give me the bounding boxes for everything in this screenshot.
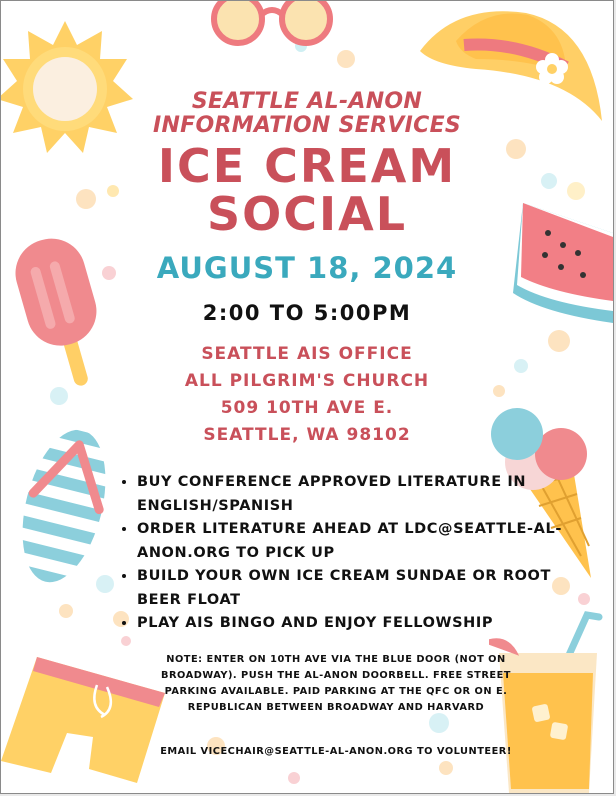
event-time: 2:00 TO 5:00PM: [202, 301, 412, 325]
parking-note: NOTE: ENTER ON 10TH AVE VIA THE BLUE DOOR (NOT ON BROADWAY). PUSH THE AL-ANON DOORBELL. FREE STREET PARKING AVAILABLE. PAID PARKING AT THE QFC OR ON E. REPUBLICAN BETWEEN BROADWAY AND HARVARD: [161, 654, 511, 713]
list-item: • PLAY AIS BINGO AND ENJOY FELLOWSHIP: [137, 612, 577, 636]
org-name-line2: INFORMATION SERVICES: [152, 113, 462, 138]
swim-shorts-icon: [0, 653, 167, 783]
event-title-line1: ICE CREAM: [157, 139, 457, 193]
org-name-line1: SEATTLE AL-ANON: [191, 89, 423, 114]
activity-list: [119, 471, 577, 636]
location-city: SEATTLE, WA 98102: [203, 425, 411, 445]
location-street: 509 10TH AVE E.: [220, 398, 394, 418]
volunteer-line: EMAIL VICECHAIR@SEATTLE-AL-ANON.ORG TO VOLUNTEER!: [160, 746, 512, 757]
location-church: ALL PILGRIM'S CHURCH: [184, 371, 430, 391]
sunglasses-icon: [206, 0, 346, 55]
event-title-line2: SOCIAL: [206, 187, 408, 241]
list-item: • ORDER LITERATURE AHEAD AT LDC@SEATTLE-AL-ANON.ORG TO PICK UP: [137, 518, 577, 565]
list-item: • BUY CONFERENCE APPROVED LITERATURE IN ENGLISH/SPANISH: [137, 471, 577, 518]
list-item: • BUILD YOUR OWN ICE CREAM SUNDAE OR ROOT BEER FLOAT: [137, 565, 577, 612]
event-date: AUGUST 18, 2024: [156, 251, 458, 285]
location-name: SEATTLE AIS OFFICE: [201, 344, 413, 364]
